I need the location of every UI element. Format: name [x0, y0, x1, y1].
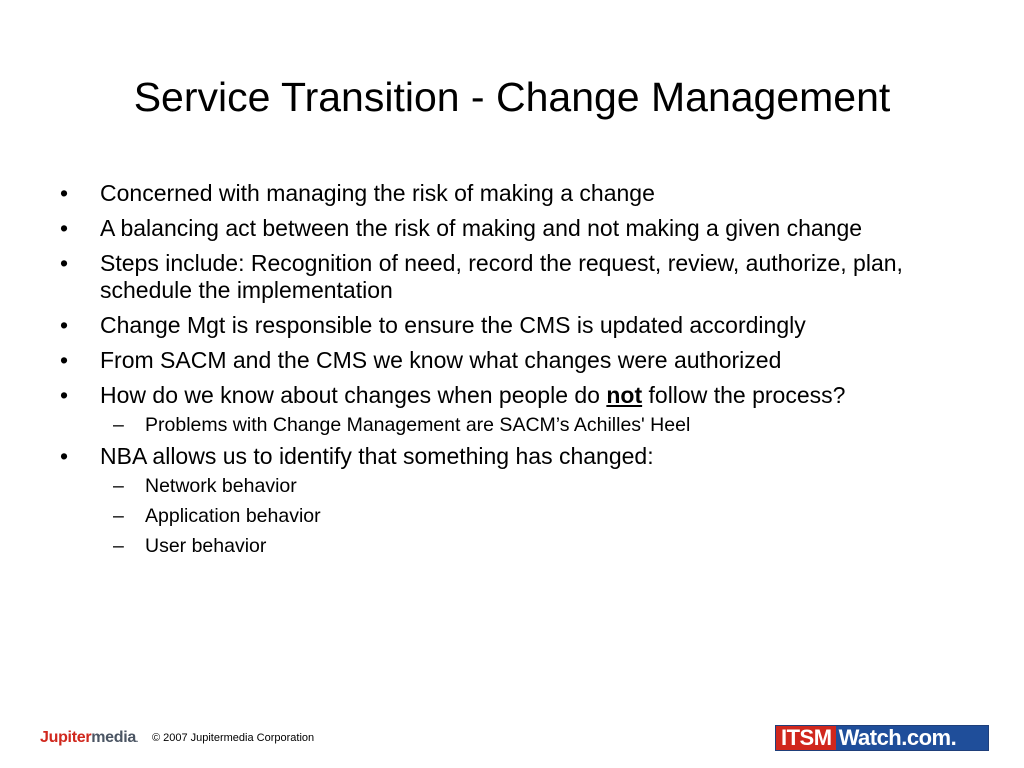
sub-bullet-text: Application behavior [145, 505, 321, 527]
logo-mark: . [136, 735, 138, 744]
bullet-text: From SACM and the CMS we know what changes were authorized [100, 347, 782, 373]
bullet-item [58, 250, 958, 304]
bullet-marker: • [60, 215, 69, 241]
bullet-marker: • [60, 312, 69, 338]
jupitermedia-logo [40, 729, 138, 747]
logo-itsm: ITSM [776, 726, 836, 750]
sub-bullet-item [58, 504, 958, 528]
bullet-marker: • [60, 250, 69, 276]
bullet-text: Concerned with managing the risk of making a change [100, 180, 655, 206]
bullet-marker: • [60, 443, 69, 469]
bullet-text-after: follow the process? [642, 382, 846, 408]
bullet-item [58, 312, 958, 339]
bullet-text: A balancing act between the risk of making and not making a given change [100, 215, 863, 241]
itsmwatch-logo [775, 725, 989, 751]
logo-watch: Watch.com. [836, 726, 988, 750]
bullet-marker: • [60, 347, 69, 373]
bullet-text [100, 382, 845, 408]
bullet-marker: • [60, 382, 69, 408]
sub-bullet-item [58, 534, 958, 558]
copyright-text: © 2007 Jupitermedia Corporation [151, 732, 315, 744]
emphasis-text: not [606, 382, 643, 408]
dash-marker: – [113, 475, 124, 497]
dash-marker: – [113, 505, 124, 527]
bullet-text: NBA allows us to identify that something has changed: [100, 443, 654, 469]
bullet-item [58, 215, 958, 242]
bullet-text: Change Mgt is responsible to ensure the CMS is updated accordingly [100, 312, 806, 338]
bullet-list [58, 180, 958, 564]
bullet-item [58, 382, 958, 409]
bullet-text: Steps include: Recognition of need, record the request, review, authorize, plan, schedule the implementation [100, 250, 903, 303]
logo-media: media [91, 729, 136, 746]
sub-bullet-item [58, 474, 958, 498]
bullet-marker: • [60, 180, 69, 206]
slide-title: Service Transition - Change Management [133, 74, 891, 120]
dash-marker: – [113, 414, 124, 436]
dash-marker: – [113, 535, 124, 557]
bullet-item [58, 443, 958, 470]
logo-jupiter: Jupiter [40, 729, 92, 746]
sub-bullet-item [58, 413, 958, 437]
bullet-item [58, 347, 958, 374]
sub-bullet-text: Problems with Change Management are SACM’s Achilles' Heel [145, 414, 691, 436]
sub-bullet-text: User behavior [145, 535, 267, 557]
sub-bullet-text: Network behavior [145, 475, 297, 497]
bullet-item [58, 180, 958, 207]
bullet-text-before: How do we know about changes when people do [100, 382, 607, 408]
footer-left [40, 728, 314, 748]
